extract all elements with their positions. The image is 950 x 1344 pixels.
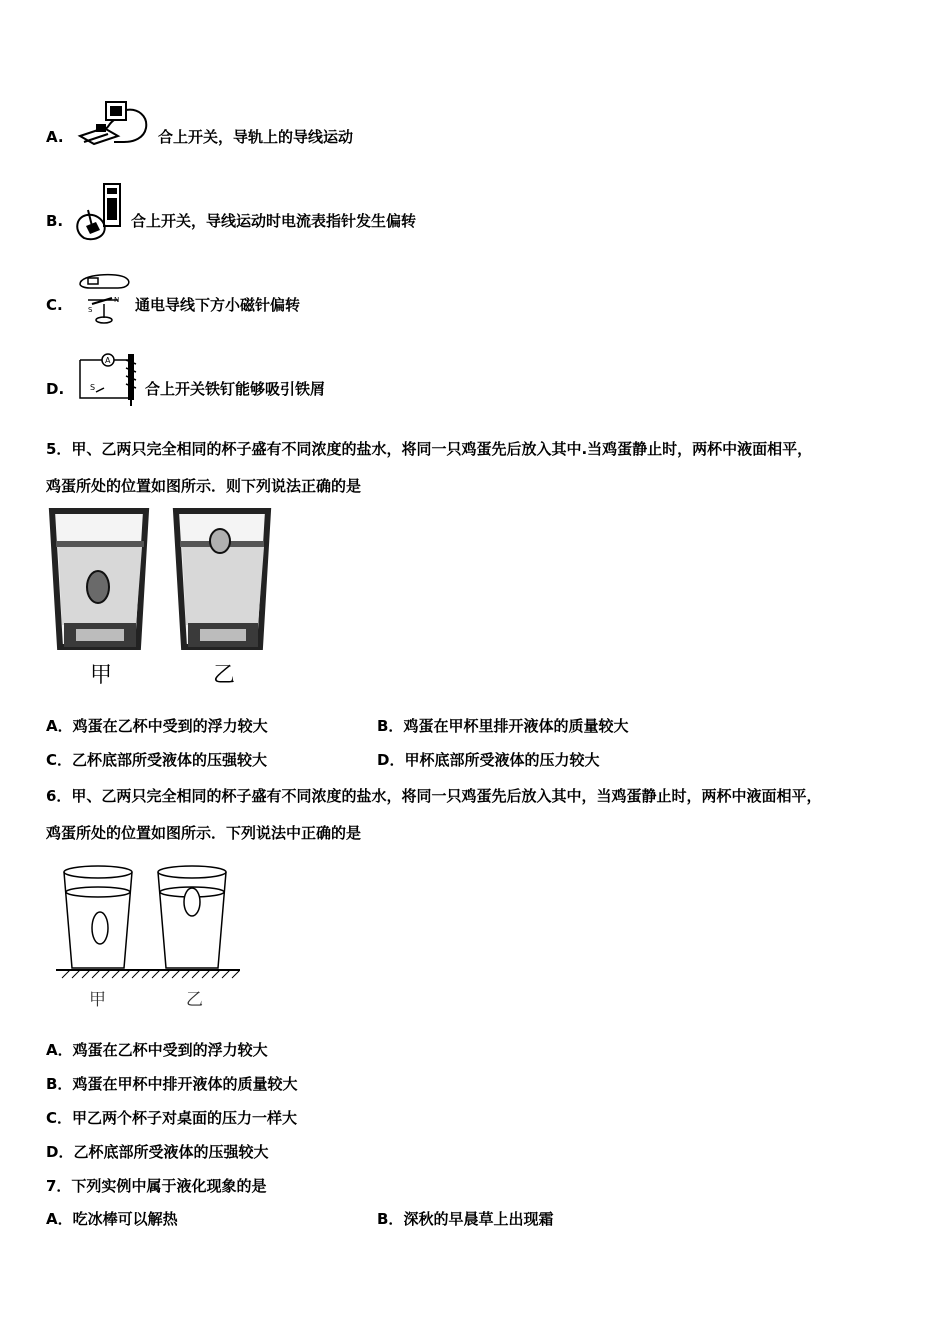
compass-needle-icon [74,270,134,326]
q6-cup-left [64,866,132,968]
q6-option-d: D．乙杯底部所受液体的压强较大 [46,1143,269,1161]
electromagnet-icon [74,352,140,408]
q6-stem-line2: 鸡蛋所处的位置如图所示．下列说法中正确的是 [46,824,362,842]
q5-option-a: A．鸡蛋在乙杯中受到的浮力较大 [46,717,268,735]
svg-text:S: S [90,383,96,392]
q5-label-yi: 乙 [213,663,236,688]
q5-cup-left [52,511,146,647]
q6-label-jia: 甲 [89,990,106,1010]
q5-label-jia: 甲 [90,663,113,688]
q5-option-d: D．甲杯底部所受液体的压力较大 [377,751,600,769]
q5-figure [46,505,286,687]
q6-option-a: A．鸡蛋在乙杯中受到的浮力较大 [46,1041,268,1059]
q4-option-c-text: 通电导线下方小磁针偏转 [135,296,301,314]
q7-option-b: B．深秋的早晨草上出现霜 [377,1210,554,1228]
svg-text:S: S [88,306,93,314]
q6-stem-line1: 6．甲、乙两只完全相同的杯子盛有不同浓度的盐水，将同一只鸡蛋先后放入其中，当鸡蛋静止时，两杯中液面相平， [46,787,822,805]
q6-label-yi: 乙 [186,990,203,1010]
q4-option-a: A. [46,128,64,146]
q7-stem: 7．下列实例中属于液化现象的是 [46,1177,267,1195]
q7-option-a: A．吃冰棒可以解热 [46,1210,178,1228]
q5-option-c: C．乙杯底部所受液体的压强较大 [46,751,268,769]
svg-text:A: A [105,356,111,365]
q4-option-d: D. [46,380,65,398]
galvanometer-icon [74,182,130,248]
q6-option-c: C．甲乙两个杯子对桌面的压力一样大 [46,1109,298,1127]
q4-option-c: C. [46,296,63,314]
q6-figure [56,862,240,986]
q4-option-a-text: 合上开关，导轨上的导线运动 [158,128,354,146]
q5-option-b: B．鸡蛋在甲杯里排开液体的质量较大 [377,717,629,735]
q5-cup-right [176,511,268,647]
q4-option-b: B. [46,212,64,230]
q4-option-b-text: 合上开关，导线运动时电流表指针发生偏转 [131,212,417,230]
q5-stem-line1: 5．甲、乙两只完全相同的杯子盛有不同浓度的盐水，将同一只鸡蛋先后放入其中.当鸡蛋静止时，两杯中液面相平， [46,440,813,458]
rail-conductor-icon [74,98,156,154]
q6-option-b: B．鸡蛋在甲杯中排开液体的质量较大 [46,1075,298,1093]
q5-stem-line2: 鸡蛋所处的位置如图所示．则下列说法正确的是 [46,477,362,495]
q4-option-d-text: 合上开关铁钉能够吸引铁屑 [145,380,326,398]
q6-cup-right [158,866,226,968]
svg-text:N: N [114,296,120,304]
